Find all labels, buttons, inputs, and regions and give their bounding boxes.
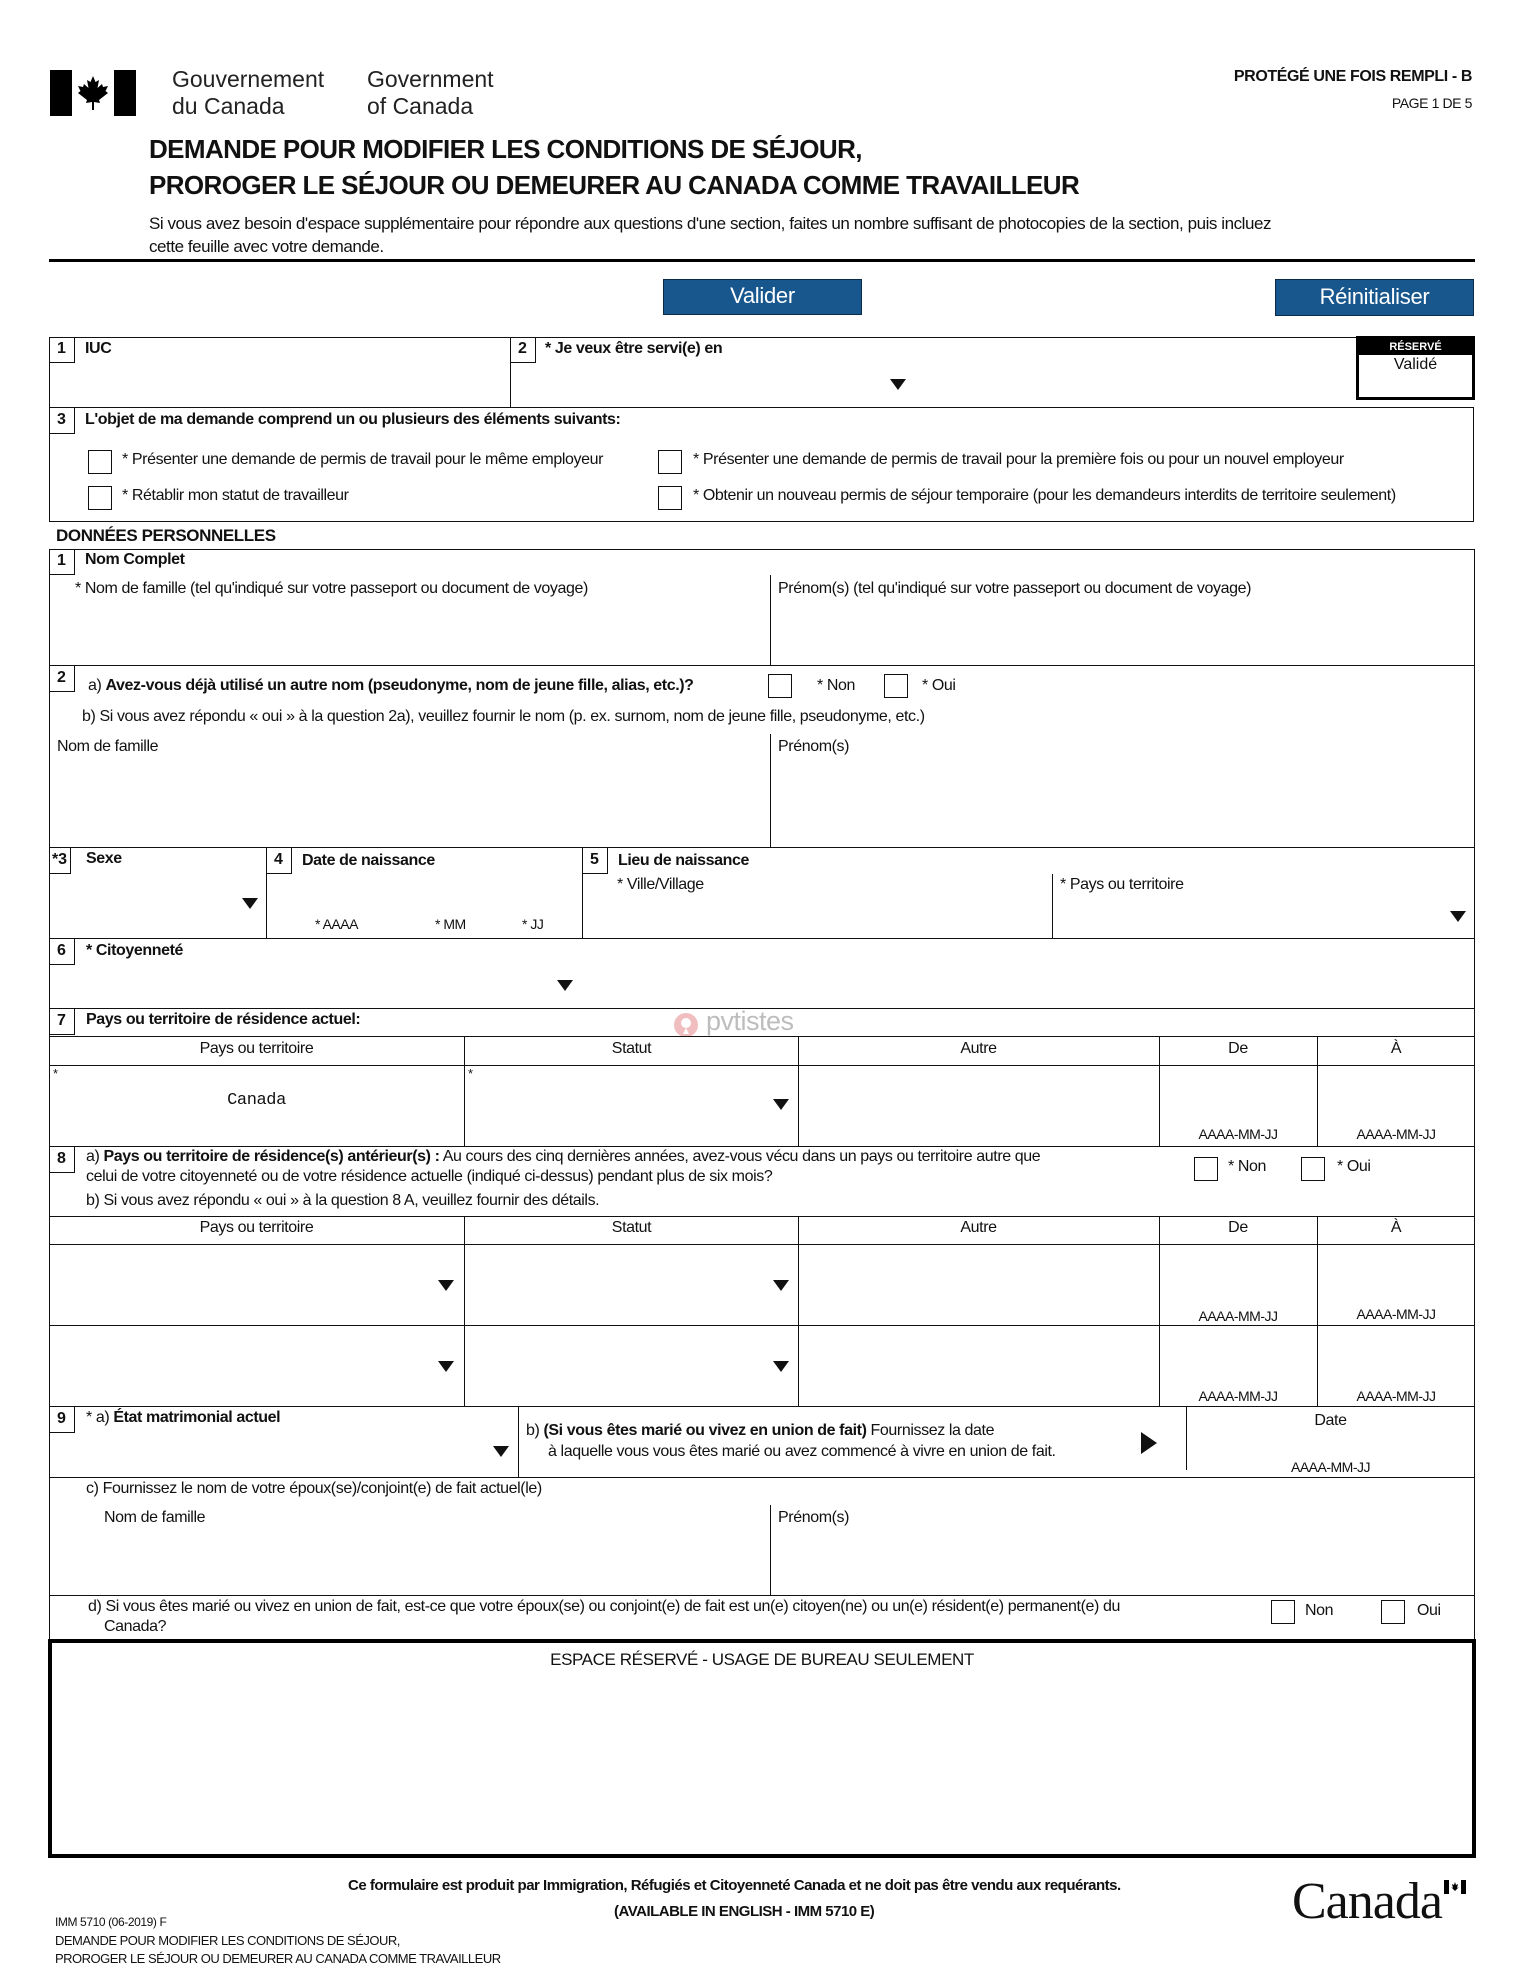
q2a-prefix: a)	[88, 677, 106, 694]
checkbox-same-employer[interactable]	[88, 450, 112, 474]
q2a-question	[88, 677, 694, 695]
chevron-down-icon[interactable]	[1450, 911, 1466, 922]
family-name-label: * Nom de famille (tel qu'indiqué sur votre passeport ou document de voyage)	[75, 580, 588, 597]
divider	[49, 1216, 1475, 1217]
q8-row1-country-select[interactable]	[52, 1250, 460, 1320]
other-family-name-input[interactable]	[55, 765, 765, 840]
q8-row1-from-input[interactable]	[1163, 1250, 1313, 1302]
q8-row2-to-input[interactable]	[1321, 1330, 1471, 1382]
footer-notice: Ce formulaire est produit par Immigration, Réfugiés et Citoyenneté Canada et ne doit pas être vendu aux requérants.	[348, 1877, 1121, 1894]
dob-year-hint: * AAAA	[315, 916, 358, 932]
chevron-down-icon[interactable]	[890, 379, 906, 390]
q9a-prefix: * a)	[86, 1409, 114, 1426]
q8-col-status: Statut	[611, 1219, 652, 1236]
q3-label: L'objet de ma demande comprend un ou plusieurs des éléments suivants:	[85, 411, 621, 428]
other-name-no-label: * Non	[817, 677, 856, 694]
spouse-pr-no-label: Non	[1305, 1602, 1334, 1619]
divider	[798, 1216, 799, 1406]
q8-row1-to-hint: AAAA-MM-JJ	[1356, 1306, 1436, 1322]
office-use-title: ESPACE RÉSERVÉ - USAGE DE BUREAU SEULEMENT	[550, 1650, 974, 1669]
divider	[49, 1325, 1475, 1326]
arrow-right-icon	[1141, 1432, 1157, 1454]
p-q9-number: 9	[49, 1407, 75, 1433]
q8a-bold: Pays ou territoire de résidence(s) antérieur(s) :	[103, 1148, 440, 1165]
pob-city-label: * Ville/Village	[617, 876, 704, 893]
q2a-label: Avez-vous déjà utilisé un autre nom (pseudonyme, nom de jeune fille, alias, etc.)?	[105, 677, 694, 694]
q9d-label-line2: Canada?	[104, 1618, 167, 1635]
dob-day-input[interactable]	[515, 880, 565, 914]
footer-english: (AVAILABLE IN ENGLISH - IMM 5710 E)	[614, 1903, 875, 1920]
p-q7-number: 7	[49, 1009, 75, 1035]
p-q8-number: 8	[49, 1147, 75, 1173]
divider	[49, 1036, 1475, 1037]
gov-fr-line1: Gouvernement	[172, 66, 325, 92]
validate-button[interactable]: Valider	[663, 279, 862, 315]
instructions-line1: Si vous avez besoin d'espace supplémentaire pour répondre aux questions d'une section, faites un nombre suffisant de photocopies de la section, puis incluez	[149, 214, 1272, 233]
instructions	[149, 212, 1271, 258]
divider	[770, 1505, 771, 1595]
sex-label: Sexe	[86, 850, 122, 867]
q9c-label: c) Fournissez le nom de votre époux(se)/conjoint(e) de fait actuel(le)	[86, 1480, 542, 1497]
divider	[49, 1146, 1475, 1147]
p-q4-number: 4	[266, 848, 292, 874]
option-temp-resident-permit-label: * Obtenir un nouveau permis de séjour temporaire (pour les demandeurs interdits de territoire seulement)	[693, 487, 1396, 504]
watermark-text: pvtistes	[706, 1006, 794, 1036]
q8a-question-line2: celui de votre citoyenneté ou de votre résidence actuelle (indiqué ci-dessus) pendant plus de six mois?	[86, 1168, 773, 1185]
language-select[interactable]	[515, 365, 915, 403]
q7-to-hint: AAAA-MM-JJ	[1356, 1126, 1436, 1142]
chevron-down-icon[interactable]	[438, 1280, 454, 1291]
q8-row2-from-hint: AAAA-MM-JJ	[1198, 1388, 1278, 1404]
other-family-name-label: Nom de famille	[57, 738, 159, 755]
q8-row1-status-select[interactable]	[470, 1250, 795, 1320]
family-name-input[interactable]	[55, 605, 765, 660]
pob-label: Lieu de naissance	[618, 852, 750, 869]
p-q6-number: 6	[49, 939, 75, 965]
q8-row1-from-hint: AAAA-MM-JJ	[1198, 1308, 1278, 1324]
marriage-date-hint: AAAA-MM-JJ	[1291, 1459, 1370, 1475]
marital-status-select[interactable]	[52, 1432, 514, 1470]
canada-wordmark	[1292, 1874, 1442, 1930]
option-restore-status-label: * Rétablir mon statut de travailleur	[122, 487, 349, 504]
citizenship-select[interactable]	[52, 968, 582, 1004]
checkbox-spouse-pr-yes[interactable]	[1381, 1600, 1405, 1624]
q8-row2-status-select[interactable]	[470, 1330, 795, 1400]
chevron-down-icon[interactable]	[438, 1361, 454, 1372]
q8-row2-other-input[interactable]	[803, 1330, 1153, 1400]
citizenship-label: * Citoyenneté	[86, 942, 184, 959]
footer-form-title-line1: DEMANDE POUR MODIFIER LES CONDITIONS DE SÉJOUR,	[55, 1933, 400, 1948]
q8-col-other: Autre	[960, 1219, 997, 1236]
p-q3-number: *3	[49, 848, 71, 874]
pob-country-select[interactable]	[1058, 900, 1472, 934]
divider	[49, 1477, 1475, 1478]
q7-col-to: À	[1390, 1040, 1402, 1057]
q9b-prefix: b)	[526, 1422, 544, 1439]
given-name-input[interactable]	[776, 605, 1466, 660]
checkbox-new-employer[interactable]	[658, 450, 682, 474]
q8-row1-other-input[interactable]	[803, 1250, 1153, 1320]
q9b-question-line2: à laquelle vous vous êtes marié ou avez commencé à vivre en union de fait.	[548, 1443, 1056, 1460]
checkbox-temp-resident-permit[interactable]	[658, 486, 682, 510]
q8a-question	[86, 1148, 1040, 1166]
dob-label: Date de naissance	[302, 852, 435, 869]
divider	[49, 665, 1475, 666]
q7-to-input[interactable]	[1321, 1070, 1471, 1120]
current-residence-label: Pays ou territoire de résidence actuel:	[86, 1011, 361, 1028]
divider	[49, 407, 1474, 408]
spouse-given-name-label: Prénom(s)	[778, 1509, 850, 1526]
gov-en-name	[367, 66, 494, 120]
pob-country-label: * Pays ou territoire	[1060, 876, 1184, 893]
gov-fr-name	[172, 66, 324, 120]
reserved-badge	[1356, 336, 1475, 400]
checkbox-other-name-no[interactable]	[768, 674, 792, 698]
chevron-down-icon[interactable]	[557, 980, 573, 991]
q9b-question	[526, 1422, 994, 1440]
q9b-text: Fournissez la date	[866, 1422, 995, 1439]
canada-flag-icon	[50, 70, 136, 116]
p-q1-label: Nom Complet	[85, 551, 185, 568]
chevron-down-icon[interactable]	[773, 1361, 789, 1372]
page-indicator: PAGE 1 DE 5	[1391, 95, 1472, 111]
q8-row1-to-input[interactable]	[1321, 1250, 1471, 1302]
q9b-bold: (Si vous êtes marié ou vivez en union de fait)	[543, 1422, 867, 1439]
q9d-label: d) Si vous êtes marié ou vivez en union de fait, est-ce que votre époux(se) ou conjoint(e) de fait est un(e) citoyen(ne) ou un(e) résident(e) permanent(e) du	[88, 1598, 1120, 1615]
q7-status-select[interactable]	[470, 1080, 795, 1130]
reserved-title: RÉSERVÉ	[1359, 339, 1472, 355]
p-q2-number: 2	[49, 666, 75, 692]
divider	[49, 847, 1475, 848]
wordmark-flag-icon	[1444, 1880, 1466, 1894]
divider	[49, 938, 1475, 939]
divider	[770, 575, 771, 666]
divider	[49, 1065, 1475, 1066]
divider	[49, 1595, 1475, 1596]
page-title-line1: DEMANDE POUR MODIFIER LES CONDITIONS DE SÉJOUR,	[149, 134, 862, 164]
q8-row2-to-hint: AAAA-MM-JJ	[1356, 1388, 1436, 1404]
q7-col-other: Autre	[960, 1040, 997, 1057]
q8-col-to: À	[1390, 1219, 1402, 1236]
spouse-family-name-input[interactable]	[55, 1535, 765, 1590]
given-name-label: Prénom(s) (tel qu'indiqué sur votre passeport ou document de voyage)	[778, 580, 1252, 597]
prev-residence-yes-label: * Oui	[1337, 1158, 1371, 1175]
q9a-label: État matrimonial actuel	[113, 1409, 281, 1426]
q8a-prefix: a)	[86, 1148, 104, 1165]
instructions-line2: cette feuille avec votre demande.	[149, 237, 384, 256]
divider	[518, 1406, 519, 1477]
q8-row2-country-select[interactable]	[52, 1330, 460, 1400]
other-given-name-input[interactable]	[776, 765, 1466, 840]
marriage-date-label: Date	[1314, 1412, 1347, 1429]
reset-button[interactable]: Réinitialiser	[1275, 279, 1474, 316]
checkbox-prev-residence-yes[interactable]	[1301, 1157, 1325, 1181]
divider	[49, 1244, 1475, 1245]
dob-month-hint: * MM	[435, 916, 466, 932]
q7-from-hint: AAAA-MM-JJ	[1198, 1126, 1278, 1142]
chevron-down-icon[interactable]	[493, 1446, 509, 1457]
q8b-label: b) Si vous avez répondu « oui » à la question 8 A, veuillez fournir des détails.	[86, 1192, 600, 1209]
gov-en-line2: of Canada	[367, 93, 474, 119]
section-title-personal: DONNÉES PERSONNELLES	[56, 526, 276, 545]
page-title	[149, 131, 1079, 203]
chevron-down-icon[interactable]	[773, 1280, 789, 1291]
q2-number: 2	[510, 337, 536, 363]
sex-select[interactable]	[52, 880, 262, 935]
prev-residence-no-label: * Non	[1228, 1158, 1267, 1175]
divider	[464, 1036, 465, 1146]
q1-number: 1	[49, 337, 75, 363]
spouse-pr-yes-label: Oui	[1417, 1602, 1441, 1619]
chevron-down-icon[interactable]	[773, 1099, 789, 1110]
q7-col-country: Pays ou territoire	[199, 1040, 314, 1057]
p-q5-number: 5	[582, 848, 608, 874]
page-title-line2: PROROGER LE SÉJOUR OU DEMEURER AU CANADA COMME TRAVAILLEUR	[149, 170, 1080, 200]
q7-col-status: Statut	[611, 1040, 652, 1057]
gov-en-line1: Government	[367, 66, 494, 92]
checkbox-prev-residence-no[interactable]	[1194, 1157, 1218, 1181]
q7-other-input[interactable]	[803, 1070, 1153, 1140]
pob-city-input[interactable]	[590, 900, 1045, 934]
protected-label: PROTÉGÉ UNE FOIS REMPLI - B	[1233, 68, 1472, 85]
other-name-yes-label: * Oui	[922, 677, 956, 694]
pin-icon	[673, 1012, 699, 1038]
gov-fr-line2: du Canada	[172, 93, 285, 119]
spouse-family-name-label: Nom de famille	[104, 1509, 206, 1526]
checkbox-spouse-pr-no[interactable]	[1271, 1600, 1295, 1624]
q7-col-from: De	[1228, 1040, 1248, 1057]
divider	[464, 1216, 465, 1406]
chevron-down-icon[interactable]	[242, 898, 258, 909]
office-use-box	[48, 1639, 1476, 1858]
reserved-value: Validé	[1393, 356, 1438, 373]
checkbox-other-name-yes[interactable]	[884, 674, 908, 698]
q2b-label: b) Si vous avez répondu « oui » à la question 2a), veuillez fournir le nom (p. ex. surnom, nom de jeune fille, pseudonyme, etc.)	[82, 708, 925, 725]
q8-col-country: Pays ou territoire	[199, 1219, 314, 1236]
footer-form-code: IMM 5710 (06-2019) F	[55, 1915, 167, 1929]
uci-input[interactable]	[55, 368, 505, 402]
q2-label: * Je veux être servi(e) en	[545, 340, 723, 357]
q7-status-req: *	[468, 1066, 473, 1081]
marital-status-question	[86, 1409, 280, 1427]
marriage-date-input[interactable]	[1192, 1436, 1470, 1460]
spouse-given-name-input[interactable]	[776, 1535, 1466, 1590]
option-new-employer-label: * Présenter une demande de permis de travail pour la première fois ou pour un nouvel employeur	[693, 451, 1344, 468]
dob-year-input[interactable]	[300, 880, 380, 914]
dob-month-input[interactable]	[425, 880, 480, 914]
q8a-text: Au cours des cinq dernières années, avez-vous vécu dans un pays ou territoire autre que	[439, 1148, 1041, 1165]
dob-day-hint: * JJ	[522, 916, 544, 932]
p-q1-number: 1	[49, 549, 75, 575]
header-divider	[49, 259, 1475, 262]
divider	[1473, 407, 1474, 522]
q1-label: IUC	[85, 340, 112, 357]
q7-country-value[interactable]: Canada	[227, 1091, 286, 1110]
divider	[1052, 874, 1053, 938]
canada-wordmark-text: Canada	[1292, 1873, 1442, 1930]
q3-number: 3	[49, 408, 75, 434]
other-given-name-label: Prénom(s)	[778, 738, 850, 755]
divider	[798, 1036, 799, 1146]
divider	[770, 734, 771, 847]
option-same-employer-label: * Présenter une demande de permis de travail pour le même employeur	[122, 451, 604, 468]
footer-form-title-line2: PROROGER LE SÉJOUR OU DEMEURER AU CANADA COMME TRAVAILLEUR	[55, 1951, 501, 1966]
q7-from-input[interactable]	[1163, 1070, 1313, 1120]
q8-col-from: De	[1228, 1219, 1248, 1236]
q8-row2-from-input[interactable]	[1163, 1330, 1313, 1382]
divider	[49, 1406, 1475, 1407]
footer-form-title	[55, 1932, 501, 1968]
q7-country-req: *	[53, 1066, 58, 1081]
checkbox-restore-status[interactable]	[88, 486, 112, 510]
